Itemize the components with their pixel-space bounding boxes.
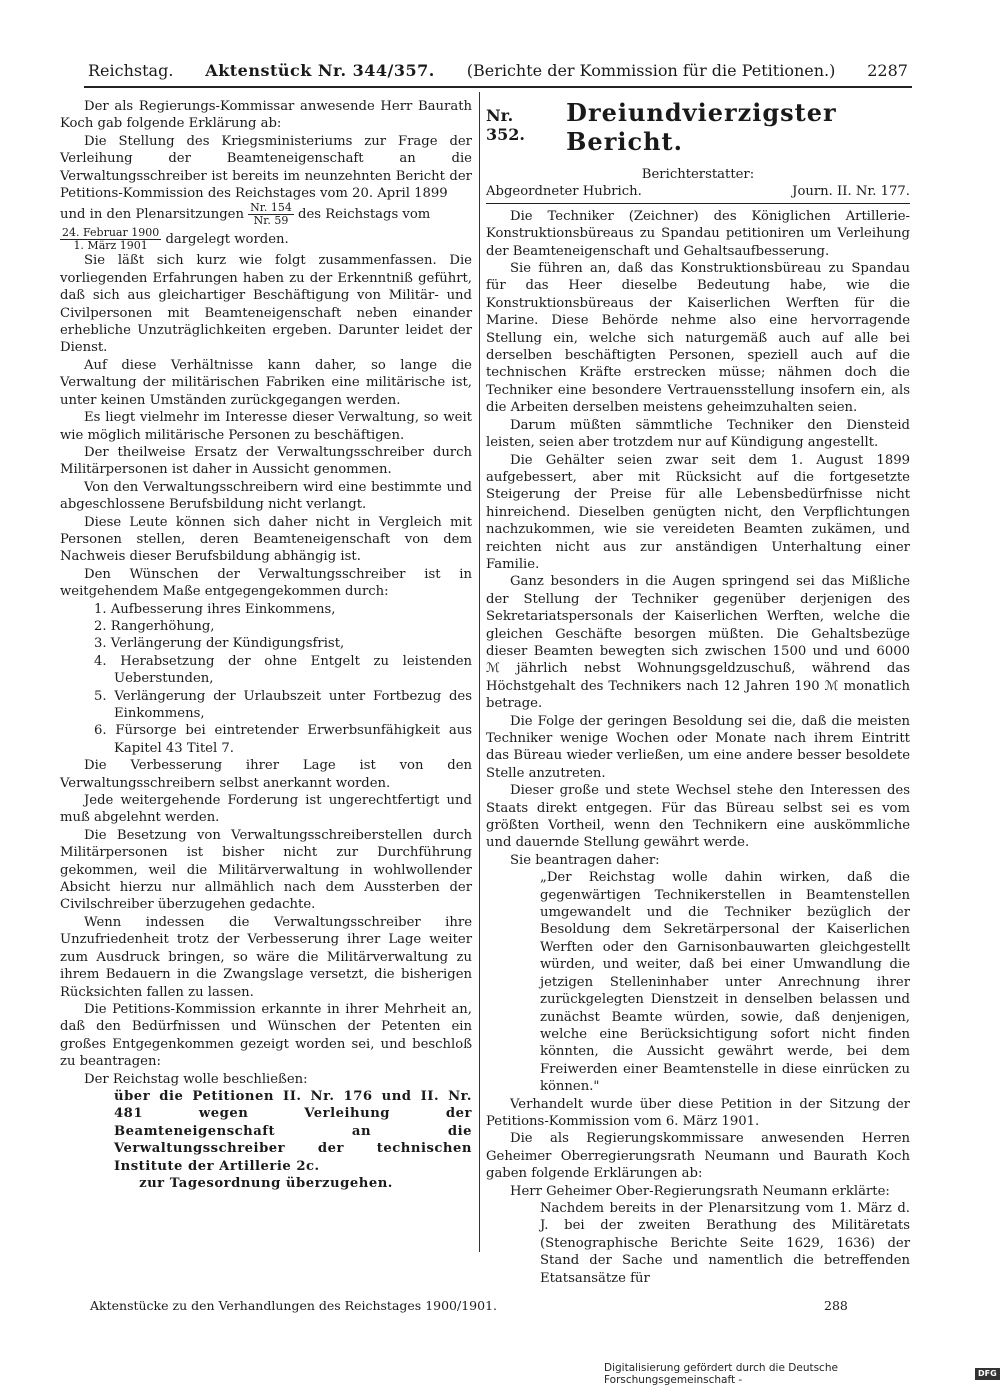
reporter-line [486, 183, 910, 203]
motion-conclusion: zur Tagesordnung überzugehen. [139, 1175, 393, 1191]
paragraph: Die Verbesserung ihrer Lage ist von den Verwaltungsschreibern selbst anerkannt worden. [60, 758, 472, 791]
paragraph: Die Folge der geringen Besoldung sei die, daß die meisten Techniker wenige Wochen oder Monate nach ihrem Eintritt das Büreau wieder verließen, um eine andere besser besoldete Stelle anzutreten. [486, 713, 910, 781]
footer-source: Aktenstücke zu den Verhandlungen des Reichstages 1900/1901. [90, 1298, 498, 1313]
paragraph: Ganz besonders in die Augen springend sei das Mißliche der Stellung der Techniker gegenüber derjenigen des Sekretariatspersonals der Kaiserlichen Werften, welche die gleichen Geschäfte besorgen müßten. Die Gehaltsbezüge dieser Beamten bewegten sich zwischen 1500 und und 6000 ℳ jährlich nebst Wohnungsgeldzuschuß, während das Höchstgehalt des Technikers nach 12 Jahren 190 ℳ monatlich betrage. [486, 574, 910, 712]
petition-quote: „Der Reichstag wolle dahin wirken, daß die gegenwärtigen Technikerstellen in Beamtenstellen umgewandelt und die Techniker bezüglich der Besoldung dem Sekretärpersonal der Kaiserlichen Werften oder den Garnisonbauwarten gleichgestellt würden, und weiter, daß bei einer Umwandlung die jetzigen Stelleninhaber unter Anrechnung ihrer zurückgelegten Dienstzeit in denselben belassen und zunächst Beamte würden, sowie, daß denjenigen, welche eine Berücksichtigung sofort nicht finden könnten, die Aussicht gewährt werde, bei dem Freiwerden einer Beamtenstelle in diese einrücken zu können." [540, 870, 910, 1095]
header-middle: Aktenstück Nr. 344/357. [205, 60, 435, 80]
paragraph: Die Techniker (Zeichner) des Königlichen Artillerie-Konstruktionsbüreaus zu Spandau petitioniren um Verleihung der Beamteneigenschaft und Gehaltsaufbesserung. [486, 208, 910, 259]
report-number: Nr. 352. [486, 106, 525, 144]
paragraph: Die als Regierungskommissare anwesenden Herren Geheimer Oberregierungsrath Neumann und Baurath Koch gaben folgende Erklärungen ab: [486, 1131, 910, 1182]
paragraph: Darum müßten sämmtliche Techniker den Diensteid leisten, seien aber trotzdem nur auf Kündigung angestellt. [486, 417, 910, 451]
paragraph: Jede weitergehende Forderung ist ungerechtfertigt und muß abgelehnt werden. [60, 793, 472, 826]
paragraph: Die Gehälter seien zwar seit dem 1. August 1899 aufgebessert, aber mit Rücksicht auf die fortgesetzte Steigerung der Preise für alle Lebensbedürfnisse nicht hinreichend. Dieselben genügten nicht, den Verpflichtungen nachzukommen, wie sie vereideten Beamten zukämen, und reichten nicht aus zur anständigen Unterhaltung einer Familie. [486, 452, 910, 572]
header-right: (Berichte der Kommission für die Petitionen.) [466, 60, 836, 80]
header-left: Reichstag. [88, 60, 174, 80]
list-item: 5. Verlängerung der Urlaubszeit unter Fortbezug des Einkommens, [94, 688, 472, 721]
paragraph: Die Stellung des Kriegsministeriums zur Frage der Verleihung der Beamteneigenschaft an die Verwaltungsschreiber ist bereits im neunzehnten Bericht der Petitions-Kommission des Reichstages vom 20. April 1899 [60, 133, 472, 202]
paragraph: Es liegt vielmehr im Interesse dieser Verwaltung, so weit wie möglich militärische Personen zu beschäftigen. [60, 410, 472, 443]
paragraph: Wenn indessen die Verwaltungsschreiber ihre Unzufriedenheit trotz der Verbesserung ihrer Lage weiter zum Ausdruck bringen, so wäre die Militärverwaltung zu ihrem Bedauern in die Zwangslage versetzt, die bisherigen Rücksichten fallen zu lassen. [60, 914, 472, 1000]
paragraph: Sie beantragen daher: [510, 852, 660, 868]
paragraph-fraction-line [60, 227, 472, 252]
reporter-name: Abgeordneter Hubrich. [486, 184, 642, 200]
text: und in den Plenarsitzungen [60, 207, 244, 223]
reporter-label: Berichterstatter: [641, 167, 755, 182]
right-column [486, 98, 910, 1287]
list-item: 3. Verlängerung der Kündigungsfrist, [94, 636, 345, 652]
header-rule [84, 86, 912, 88]
list-item: 6. Fürsorge bei eintretender Erwerbsunfähigkeit aus Kapitel 43 Titel 7. [94, 723, 472, 756]
left-column [60, 98, 472, 1192]
text: dargelegt worden. [165, 232, 289, 248]
fraction-den: Nr. 59 [253, 214, 289, 228]
paragraph: Dieser große und stete Wechsel stehe den Interessen des Staats direkt entgegen. Für das Büreau selbst sei es vom größten Vortheil, wenn den Technikern eine auskömmliche und dauernde Stellung gewährt werde. [486, 783, 910, 851]
list-item: 1. Aufbesserung ihres Einkommens, [94, 601, 336, 617]
paragraph: Sie führen an, daß das Konstruktionsbüreau zu Spandau für das Heer dieselbe Bedeutung habe, wie die Konstruktionsbüreaus der Kaiserlichen Werften für die Marine. Diese Behörde nehme also eine hervorragende Stellung ein, welche sich naturgemäß auch auf alle bei derselben beschäftigten Personen, speziell auch auf die technischen Kräfte erstrecken müsse; nähmen doch die Techniker eine besondere Vertrauensstellung insofern ein, als die Arbeiten derselben meistens geheimzuhalten seien. [486, 261, 910, 416]
fraction-session-numbers [248, 202, 294, 227]
journal-number: Journ. II. Nr. 177. [792, 184, 910, 200]
paragraph: Diese Leute können sich daher nicht in Vergleich mit Personen stellen, deren Beamteneigenschaft von dem Nachweis dieser Berufsbildung abhängig ist. [60, 514, 472, 565]
motion-heading: Der Reichstag wolle beschließen: [84, 1071, 308, 1087]
page-header [88, 58, 908, 82]
digitization-credit [604, 1362, 1000, 1386]
paragraph: Auf diese Verhältnisse kann daher, so lange die Verwaltung der militärischen Fabriken eine militärische ist, unter keinen Umständen zurückgegangen werden. [60, 357, 472, 408]
paragraph: Von den Verwaltungsschreibern wird eine bestimmte und abgeschlossene Berufsbildung nicht verlangt. [60, 479, 472, 513]
motion-text: über die Petitionen II. Nr. 176 und II. Nr. 481 wegen Verleihung der Beamteneigenschaft an die Verwaltungsschreiber der technischen Institute der Artillerie 2c. [114, 1088, 472, 1174]
fraction-dates [60, 227, 161, 252]
paragraph: Verhandelt wurde über diese Petition in der Sitzung der Petitions-Kommission vom 6. März 1901. [486, 1096, 910, 1129]
list-item: 2. Rangerhöhung, [94, 618, 215, 634]
text: des Reichstags vom [298, 207, 431, 223]
fraction-den: 1. März 1901 [73, 239, 148, 253]
page-number: 2287 [867, 60, 908, 80]
fraction-num: 24. Februar 1900 [62, 226, 160, 240]
statement-text: Nachdem bereits in der Plenarsitzung vom 1. März d. J. bei der zweiten Berathung des Militäretats (Stenographische Berichte Seite 1629, 1636) der Stand der Sache und namentlich die betreffenden Etatsansätze für [540, 1200, 910, 1286]
report-heading: Dreiundvierzigster Bericht. [566, 98, 837, 156]
paragraph: Die Petitions-Kommission erkannte in ihrer Mehrheit an, daß den Bedürfnissen und Wünschen der Petenten ein großes Entgegenkommen gezeigt worden sei, und beschloß zu beantragen: [60, 1001, 472, 1070]
column-divider [479, 92, 480, 1252]
dfg-logo: DFG [975, 1368, 1000, 1380]
footer-sheet-number: 288 [824, 1298, 848, 1313]
paragraph: Der theilweise Ersatz der Verwaltungsschreiber durch Militärpersonen ist daher in Aussicht genommen. [60, 444, 472, 478]
credit-text: Digitalisierung gefördert durch die Deutsche Forschungsgemeinschaft - [604, 1362, 838, 1386]
paragraph: Der als Regierungs-Kommissar anwesende Herr Baurath Koch gab folgende Erklärung ab: [60, 99, 472, 132]
report-title [486, 98, 910, 156]
paragraph: Herr Geheimer Ober-Regierungsrath Neumann erklärte: [510, 1183, 890, 1199]
paragraph: Die Besetzung von Verwaltungsschreiberstellen durch Militärpersonen ist bisher nicht zur Durchführung gekommen, weil die Militärverwaltung in wohlwollender Absicht hierzu nur allmählich nach dem Aussterben der Civilschreiber überzugehen gedachte. [60, 827, 472, 913]
fraction-num: Nr. 154 [250, 201, 292, 215]
list-item: 4. Herabsetzung der ohne Entgelt zu leistenden Ueberstunden, [94, 653, 472, 687]
paragraph: Sie läßt sich kurz wie folgt zusammenfassen. Die vorliegenden Erfahrungen haben zu der Erkenntniß geführt, daß sich aus gleichartiger Beschäftigung von Militär- und Civilpersonen mit Beamteneigenschaft neben einander erhebliche Unzuträglichkeiten ergeben. Darunter leidet der Dienst. [60, 253, 472, 356]
paragraph-fraction-line [60, 202, 472, 227]
paragraph: Den Wünschen der Verwaltungsschreiber ist in weitgehendem Maße entgegengekommen durch: [60, 566, 472, 600]
